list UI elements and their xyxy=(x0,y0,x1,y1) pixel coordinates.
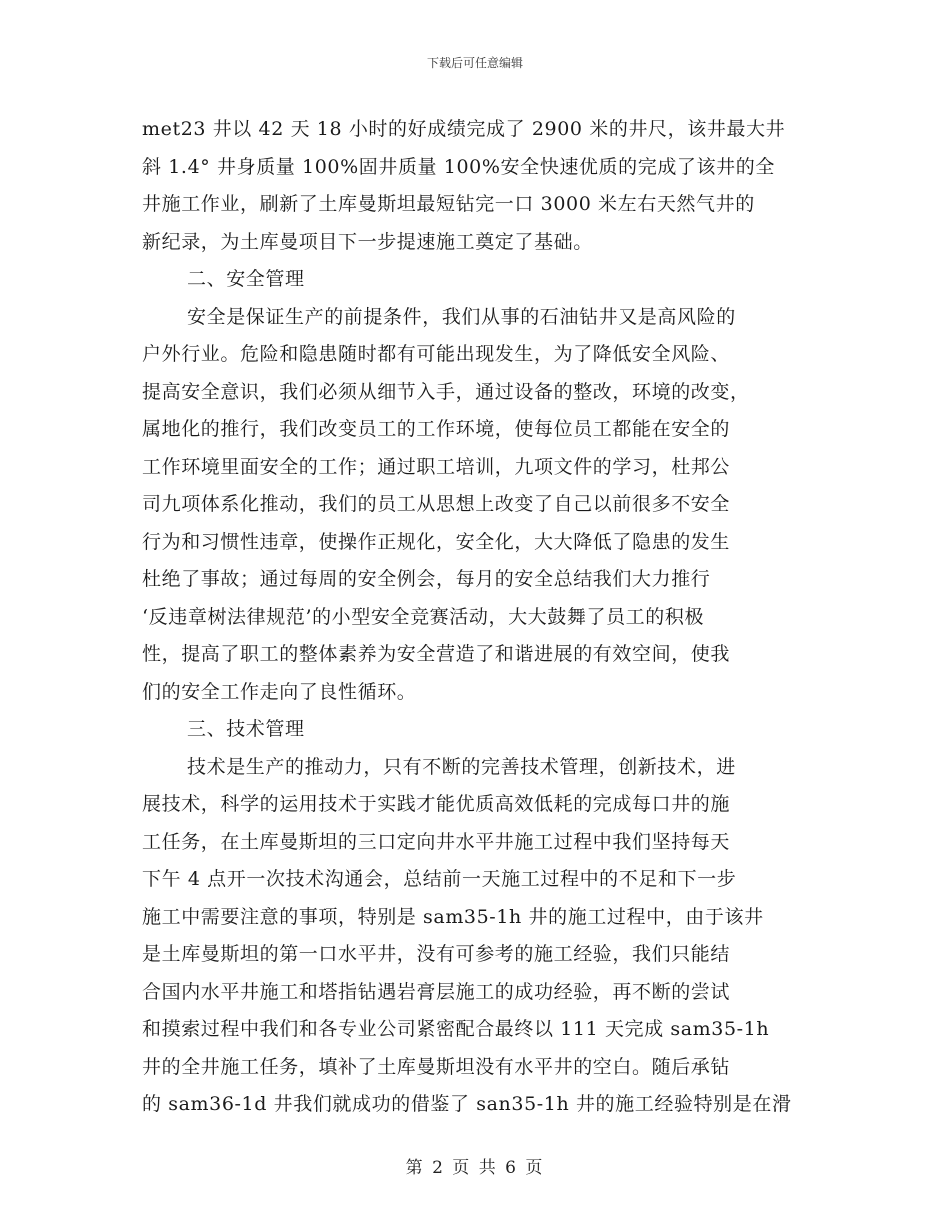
text-line: 杜绝了事故；通过每周的安全例会，每月的安全总结我们大力推行 xyxy=(142,568,711,590)
text-line: 技术是生产的推动力，只有不断的完善技术管理，创新技术，进 xyxy=(187,755,736,778)
text-line: 性，提高了职工的整体素养为安全营造了和谐进展的有效空间，使我 xyxy=(142,643,731,665)
text-line: 是土库曼斯坦的第一口水平井，没有可参考的施工经验，我们只能结 xyxy=(142,943,731,965)
text-line: 工任务，在土库曼斯坦的三口定向井水平井施工过程中我们坚持每天 xyxy=(142,830,731,853)
body-text xyxy=(142,111,806,1124)
text-line: 合国内水平井施工和塔指钻遇岩膏层施工的成功经验，再不断的尝试 xyxy=(142,980,731,1003)
section-heading-technical: 三、技术管理 xyxy=(187,718,305,740)
text-line: 施工中需要注意的事项，特别是 sam35-1h 井的施工过程中，由于该井 xyxy=(142,905,764,928)
text-line: 斜 1.4° 井身质量 100%固井质量 100%安全快速优质的完成了该井的全 xyxy=(142,155,775,178)
text-line: 井施工作业，刷新了土库曼斯坦最短钻完一口 3000 米左右天然气井的 xyxy=(142,193,755,215)
text-line: 新纪录，为土库曼项目下一步提速施工奠定了基础。 xyxy=(142,230,593,253)
text-line: 的 sam36-1d 井我们就成功的借鉴了 san35-1h 井的施工经验特别是在滑 xyxy=(142,1093,792,1115)
text-line: 安全是保证生产的前提条件，我们从事的石油钻井又是高风险的 xyxy=(187,305,736,328)
text-line: 井的全井施工任务，填补了土库曼斯坦没有水平井的空白。随后承钻 xyxy=(142,1055,731,1078)
text-line: 们的安全工作走向了良性循环。 xyxy=(142,680,417,703)
text-line: 下午 4 点开一次技术沟通会，总结前一天施工过程中的不足和下一步 xyxy=(142,868,737,890)
text-line: 工作环境里面安全的工作；通过职工培训，九项文件的学习，杜邦公 xyxy=(142,455,731,478)
text-line: 户外行业。危险和隐患随时都有可能出现发生，为了降低安全风险、 xyxy=(142,343,731,365)
text-line: 司九项体系化推动，我们的员工从思想上改变了自己以前很多不安全 xyxy=(142,493,731,515)
text-line: 行为和习惯性违章，使操作正规化，安全化，大大降低了隐患的发生 xyxy=(142,530,731,553)
section-heading-safety: 二、安全管理 xyxy=(187,268,305,290)
page-number-footer: 第 2 页 共 6 页 xyxy=(405,1158,545,1178)
text-line: 展技术，科学的运用技术于实践才能优质高效低耗的完成每口井的施 xyxy=(142,793,731,815)
text-line: met23 井以 42 天 18 小时的好成绩完成了 2900 米的井尺，该井最大井 xyxy=(142,118,786,140)
text-line: 属地化的推行，我们改变员工的工作环境，使每位员工都能在安全的 xyxy=(142,418,731,440)
text-line: 和摸索过程中我们和各专业公司紧密配合最终以 111 天完成 sam35-1h xyxy=(142,1018,770,1040)
text-line: 提高安全意识，我们必须从细节入手，通过设备的整改，环境的改变， xyxy=(142,380,750,403)
text-line: ‘反违章树法律规范’的小型安全竞赛活动，大大鼓舞了员工的积极 xyxy=(142,605,705,628)
page-header: 下载后可任意编辑 xyxy=(426,56,523,70)
